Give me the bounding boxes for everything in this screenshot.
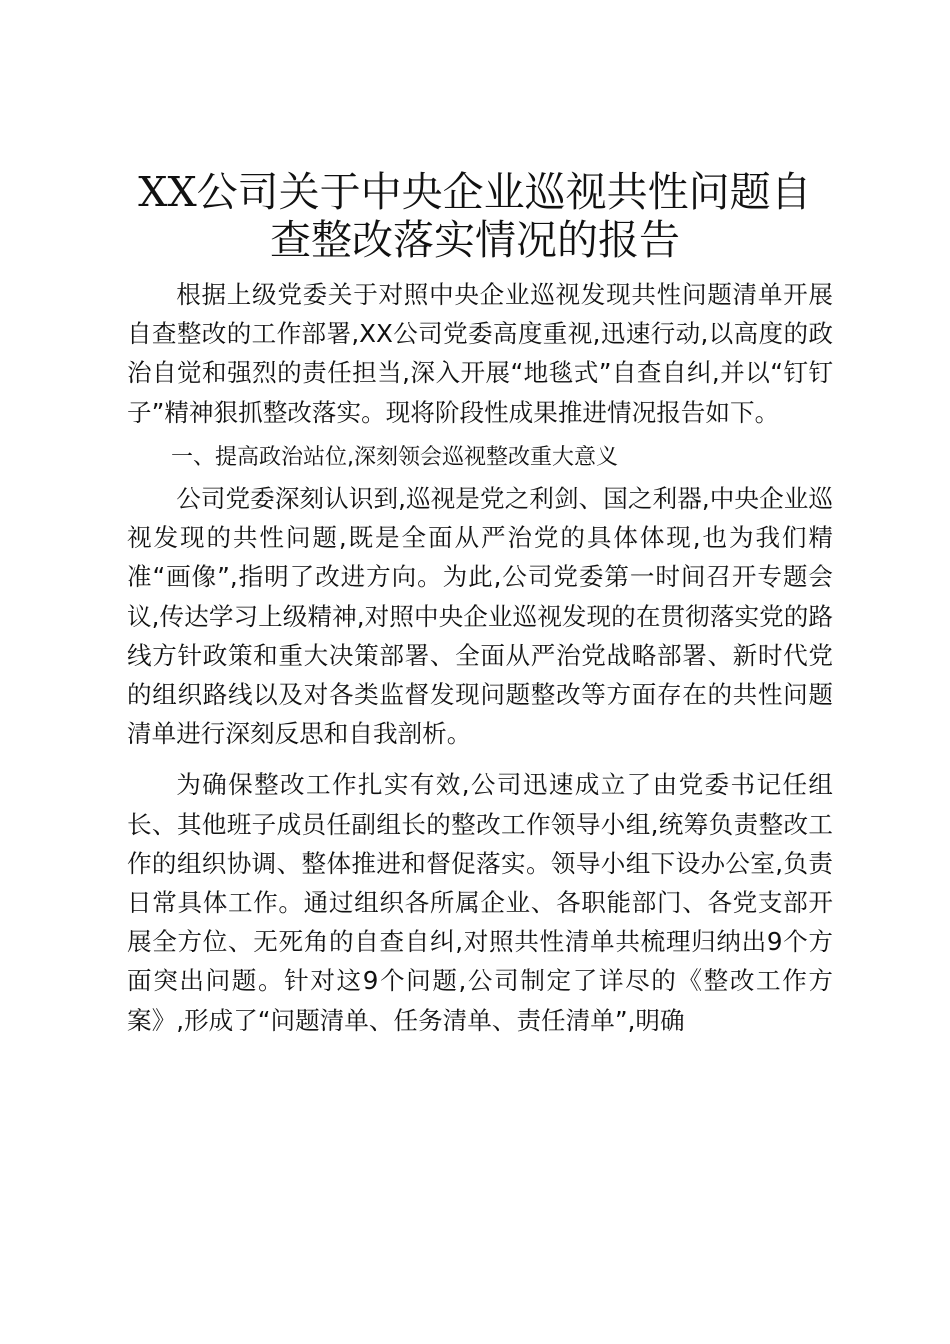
document-body <box>127 275 833 1040</box>
paragraph-awareness: 公司党委深刻认识到,巡视是党之利剑、国之利器,中央企业巡视发现的共性问题,既是全面从严治党的具体体现,也为我们精准“画像”,指明了改进方向。为此,公司党委第一时间召开专题会议,传达学习上级精神,对照中央企业巡视发现的在贯彻落实党的路线方针政策和重大决策部署、全面从严治党战略部署、新时代党的组织路线以及对各类监督发现问题整改等方面存在的共性问题清单进行深刻反思和自我剖析。 <box>127 484 833 749</box>
paragraph-organization: 为确保整改工作扎实有效,公司迅速成立了由党委书记任组长、其他班子成员任副组长的整改工作领导小组,统筹负责整改工作的组织协调、整体推进和督促落实。领导小组下设办公室,负责日常具体工作。通过组织各所属企业、各职能部门、各党支部开展全方位、无死角的自查自纠,对照共性清单共梳理归纳出9个方面突出问题。针对这9个问题,公司制定了详尽的《整改工作方案》,形成了“问题清单、任务清单、责任清单”,明确 <box>127 770 833 1035</box>
paragraph-intro: 根据上级党委关于对照中央企业巡视发现共性问题清单开展自查整改的工作部署,XX公司党委高度重视,迅速行动,以高度的政治自觉和强烈的责任担当,深入开展“地毯式”自查自纠,并以“钉钉子”精神狠抓整改落实。现将阶段性成果推进情况报告如下。 <box>127 280 833 427</box>
document-title: XX公司关于中央企业巡视共性问题自查整改落实情况的报告 <box>138 168 812 264</box>
section-heading-1: 一、提高政治站位,深刻领会巡视整改重大意义 <box>171 444 618 470</box>
